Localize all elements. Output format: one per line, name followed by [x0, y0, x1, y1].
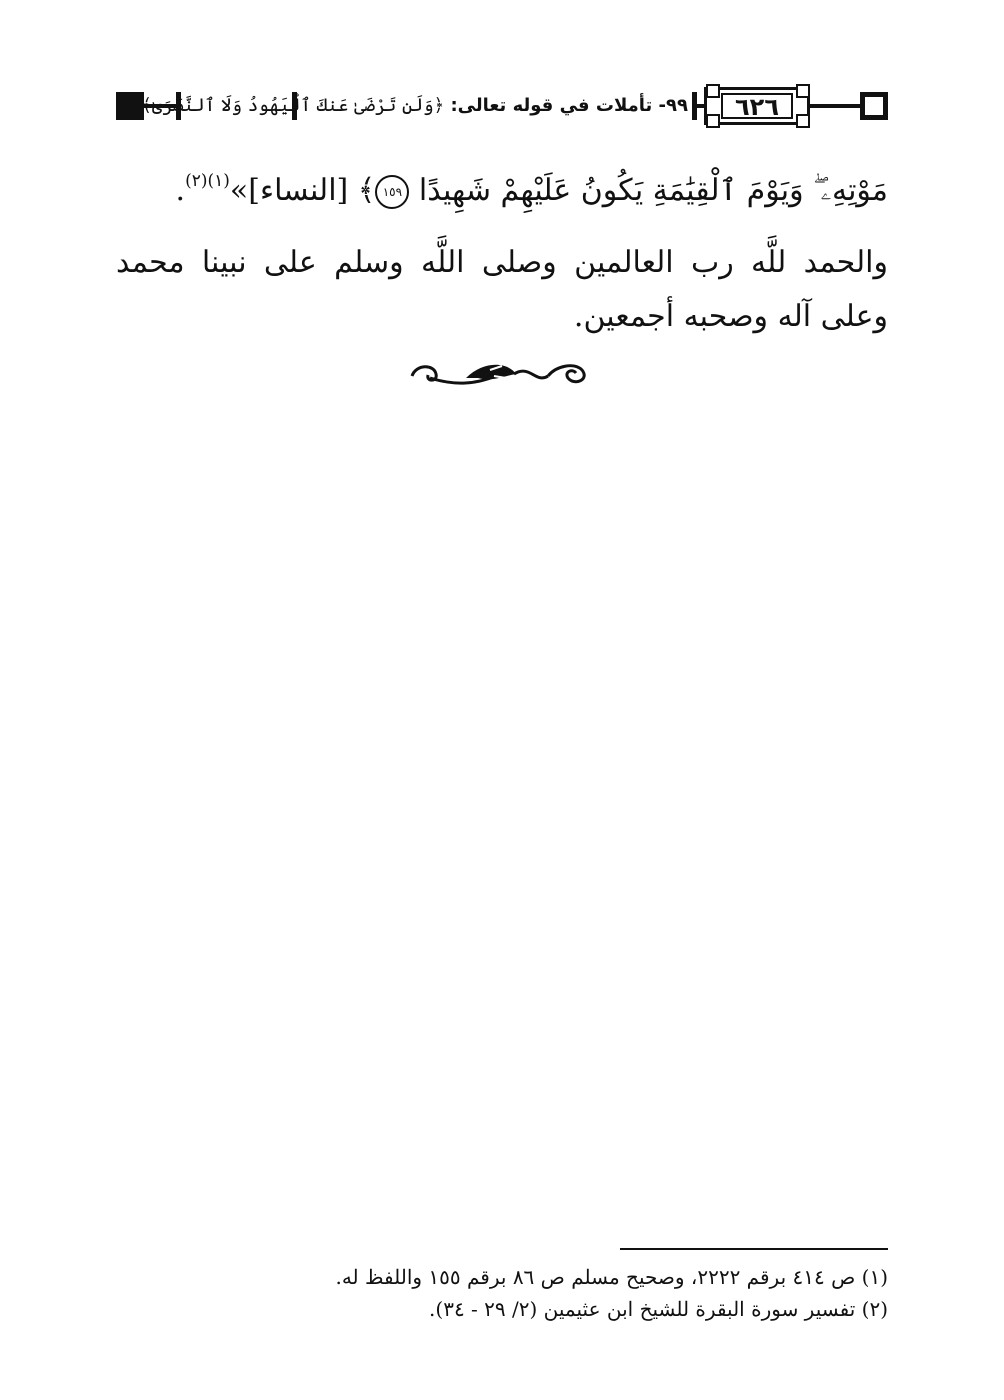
ayah-number-marker: ١٥٩: [375, 175, 409, 209]
surah-reference: [النساء]: [248, 173, 349, 208]
header-open-square-icon: [860, 92, 888, 120]
footnote-2: (٢) تفسير سورة البقرة للشيخ ابن عثيمين (٢/ ٢٩ - ٣٤).: [429, 1297, 888, 1321]
line-end-period: .: [175, 173, 186, 208]
footnote-separator: [620, 1248, 888, 1250]
chapter-title: ٩٩- تأملات في قوله تعالى:: [450, 95, 688, 116]
frame-corner-icon: [706, 84, 720, 98]
header-title: [141, 92, 688, 120]
quote-close: »: [229, 173, 249, 208]
header-rule-right: [810, 104, 860, 108]
footnote-1: (١) ص ٤١٤ برقم ٢٢٢٢، وصحيح مسلم ص ٨٦ برقم ١٥٥ واللفظ له.: [335, 1265, 888, 1289]
header-filled-square-icon: [116, 92, 144, 120]
header-rule-middle: [696, 104, 704, 108]
floral-divider-icon: [406, 356, 596, 390]
frame-corner-icon: [706, 114, 720, 128]
quran-verse: مَوْتِهِۦ ۖ وَيَوْمَ ٱلْقِيَٰمَةِ يَكُونُ عَلَيْهِمْ شَهِيدًا: [418, 173, 888, 208]
header-verse-excerpt: ﴿وَلَن تَرْضَىٰ عَنكَ ٱلْيَهُودُ وَلَا ٱلنَّصَٰرَىٰ﴾: [141, 95, 445, 116]
verse-line: [116, 158, 888, 214]
running-header: [116, 86, 888, 126]
closing-praise-line-end: وعلى آله وصحبه أجمعين.: [573, 299, 888, 334]
frame-corner-icon: [796, 84, 810, 98]
closing-praise-line: والحمد للَّه رب العالمين وصلى اللَّه وسلم على نبينا محمد: [116, 245, 888, 280]
frame-corner-icon: [796, 114, 810, 128]
verse-close-bracket: ﴾: [357, 173, 376, 208]
page-number: ٦٢٦: [721, 93, 793, 119]
footnote-references: (١)(٢): [185, 171, 230, 191]
